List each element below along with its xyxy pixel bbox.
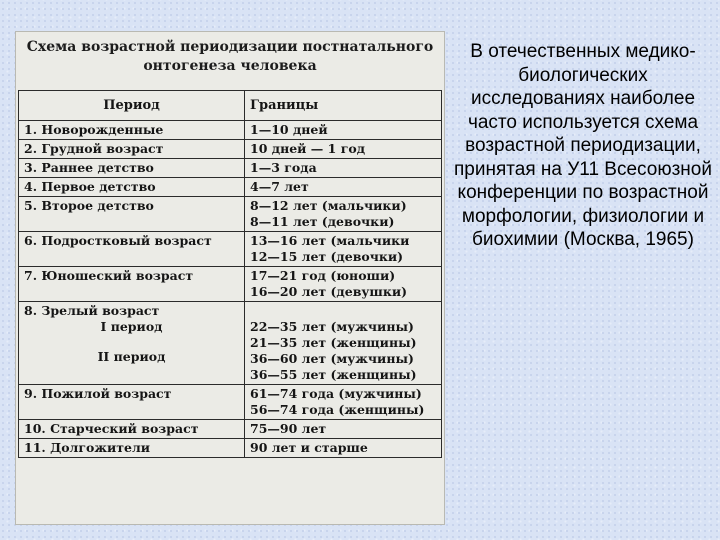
period-name: 2. Грудной возраст [24,141,164,156]
period-name: 8. Зрелый возраст [24,303,160,318]
bounds-line: 56—74 года (женщины) [250,402,425,417]
period-cell [19,232,245,267]
period-cell [19,178,245,197]
table-row [19,121,442,140]
period-cell [19,302,245,385]
period-cell [19,267,245,302]
period-name: 6. Подростковый возраст [24,233,212,248]
bounds-cell [245,302,442,385]
description-text: В отечественных медико-биологических исследованиях наиболее часто используется схема возрастной периодизации, принятая на У11 Всесоюзной конференции по возрастной морфологии, физиологии и биохимии (Москва, 1965) [454,41,712,250]
table-header-row [19,91,442,121]
table-row [19,178,442,197]
bounds-cell [245,121,442,140]
bounds-line: 12—15 лет (девочки) [250,249,404,264]
table-title [16,38,444,76]
period-cell [19,159,245,178]
bounds-line: 8—12 лет (мальчики) [250,198,407,213]
bounds-cell [245,232,442,267]
table-row [19,302,442,385]
period-name: 9. Пожилой возраст [24,386,172,401]
bounds-line: 17—21 год (юноши) [250,268,396,283]
scanned-table-image [16,32,444,524]
bounds-line: 61—74 года (мужчины) [250,386,422,401]
bounds-cell [245,439,442,458]
bounds-cell [245,420,442,439]
bounds-line: 10 дней — 1 год [250,141,366,156]
bounds-cell [245,197,442,232]
bounds-line: 36—60 лет (мужчины) [250,351,414,366]
table-row [19,385,442,420]
table-row [19,267,442,302]
table-row [19,439,442,458]
period-name: 1. Новорожденные [24,122,164,137]
table-row [19,197,442,232]
sub-period-label: II период [97,349,166,364]
bounds-line: 13—16 лет (мальчики [250,233,410,248]
bounds-line: 1—10 дней [250,122,328,137]
period-cell [19,121,245,140]
bounds-column-header: Границы [245,91,442,121]
bounds-line: 1—3 года [250,160,317,175]
table-row [19,420,442,439]
period-name: 11. Долгожители [24,440,151,455]
bounds-cell [245,159,442,178]
table-row [19,159,442,178]
bounds-cell [245,385,442,420]
table-row [19,140,442,159]
period-cell [19,439,245,458]
sub-period-label: I период [100,319,163,334]
bounds-cell [245,140,442,159]
period-name: 5. Второе детство [24,198,154,213]
period-cell [19,197,245,232]
bounds-line: 16—20 лет (девушки) [250,284,408,299]
table-title-line2: онтогенеза человека [143,58,317,74]
period-name: 4. Первое детство [24,179,156,194]
period-name: 3. Раннее детство [24,160,154,175]
bounds-line: 8—11 лет (девочки) [250,214,395,229]
period-name: 7. Юношеский возраст [24,268,194,283]
period-name: 10. Старческий возраст [24,421,199,436]
bounds-line: 4—7 лет [250,179,309,194]
period-cell [19,140,245,159]
bounds-line: 22—35 лет (мужчины) [250,319,414,334]
bounds-spacer [250,303,436,319]
bounds-line: 36—55 лет (женщины) [250,367,417,382]
bounds-cell [245,267,442,302]
period-column-header: Период [19,91,245,121]
table-row [19,232,442,267]
period-cell [19,385,245,420]
period-cell [19,420,245,439]
periodization-table [18,90,442,458]
table-title-line1: Схема возрастной периодизации постнатального [26,39,434,55]
bounds-cell [245,178,442,197]
bounds-line: 21—35 лет (женщины) [250,335,417,350]
bounds-line: 90 лет и старше [250,440,368,455]
bounds-line: 75—90 лет [250,421,327,436]
